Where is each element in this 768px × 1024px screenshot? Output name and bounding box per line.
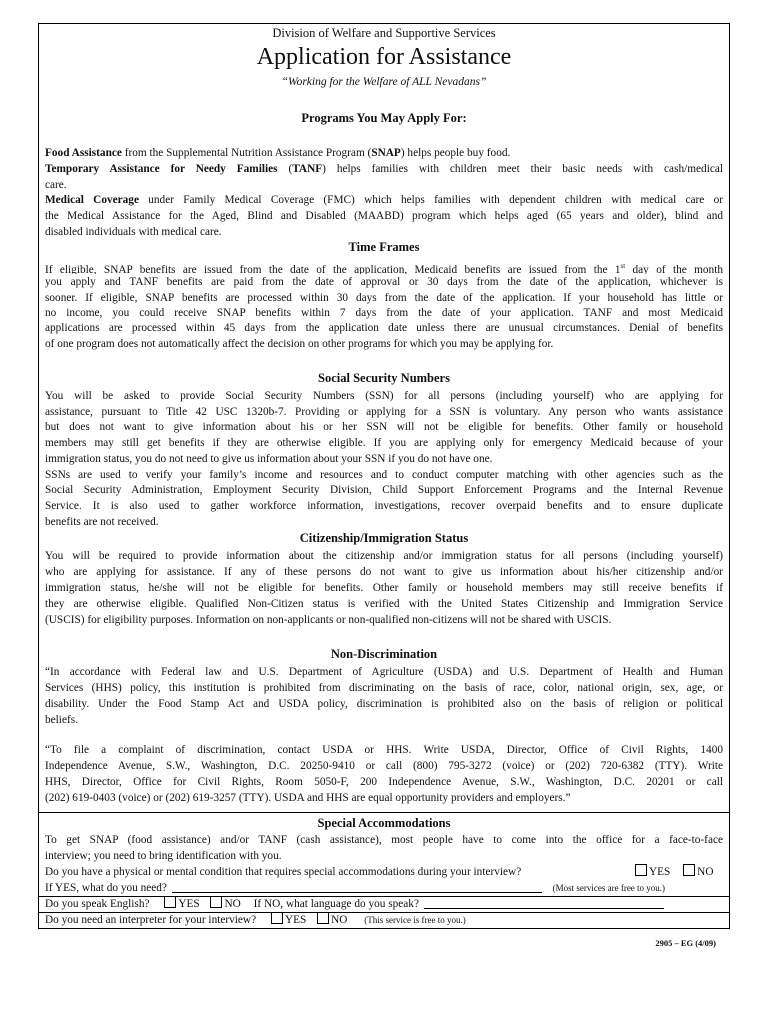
- special-accommodations-heading: Special Accommodations: [317, 816, 451, 830]
- citizenship-heading: Citizenship/Immigration Status: [299, 531, 469, 545]
- time-frames-text: If eligible, SNAP benefits are issued from the date of the application, Medicaid benefits are issued from the 1: [45, 264, 621, 274]
- interpreter-yes-checkbox[interactable]: [271, 912, 283, 924]
- medical-coverage-text: under Family Medical Coverage (FMC) which helps families with dependent children with medical care or: [138, 194, 723, 206]
- tanf-text: ) helps families with children meet their basic needs with cash/medical: [322, 163, 723, 175]
- language-field[interactable]: [424, 896, 664, 909]
- time-frames-text: day of the month: [625, 264, 723, 274]
- tanf-label: TANF: [292, 163, 323, 175]
- complaint-line: “To file a complaint of discrimination, contact USDA or HHS. Write USDA, Director, Office of Civil Rights, 1400: [45, 744, 723, 756]
- time-frames-line: you apply and TANF benefits are paid from the date of approval or 30 days from the date of the application, whichever is: [45, 276, 723, 288]
- accommodation-no-checkbox[interactable]: [683, 864, 695, 876]
- ssn-heading: Social Security Numbers: [318, 371, 450, 385]
- nondiscrimination-line: beliefs.: [45, 714, 78, 726]
- nondiscrimination-heading: Non-Discrimination: [330, 647, 438, 661]
- section-divider: [38, 812, 730, 813]
- row-divider: [38, 912, 730, 913]
- accommodation-yes-checkbox[interactable]: [635, 864, 647, 876]
- form-number: 2905 – EG (4/09): [655, 938, 716, 948]
- food-assistance-text: from the Supplemental Nutrition Assistance Program (: [121, 147, 372, 159]
- program-food-assistance: [45, 145, 723, 161]
- interpreter-question: [45, 912, 723, 928]
- time-frames-line: [45, 258, 723, 274]
- no-label: NO: [224, 898, 241, 910]
- tanf-text-end: care.: [45, 179, 67, 191]
- motto: “Working for the Welfare of ALL Nevadans”: [281, 76, 487, 88]
- interpreter-note: (This service is free to you.): [364, 915, 466, 925]
- division-name: Division of Welfare and Supportive Services: [272, 26, 496, 40]
- yes-label: YES: [178, 898, 200, 910]
- page-title: Application for Assistance: [256, 44, 512, 70]
- nondiscrimination-line: Services (HHS) policy, this institution is prohibited from discriminating on the basis of race, color, national origin, sex, age, or: [45, 682, 723, 694]
- citizenship-line: they are otherwise eligible. Qualified Non-Citizen status is verified with the United States Citizenship and Immigration Service: [45, 598, 723, 610]
- food-assistance-text-end: ) helps people buy food.: [400, 147, 511, 159]
- medical-coverage-label: Medical Coverage: [45, 194, 139, 206]
- ssn-line: SSNs are used to verify your family’s income and resources and to conduct computer matching with other agencies such as the: [45, 469, 723, 481]
- tanf-open: (: [277, 163, 293, 175]
- yes-label: YES: [284, 914, 307, 926]
- english-question-text: Do you speak English?: [45, 898, 150, 910]
- accommodation-options: [635, 864, 714, 880]
- interpreter-question-text: Do you need an interpreter for your interview?: [45, 914, 257, 926]
- row-divider: [38, 896, 730, 897]
- time-frames-line: applications are processed within 45 days from the application date unless there are unusual circumstances. Denial of benefits: [45, 322, 723, 334]
- english-question: [45, 896, 723, 912]
- time-frames-line: of one program does not automatically affect the decision on other programs for which you may be applying for.: [45, 338, 554, 350]
- food-assistance-label: Food Assistance: [45, 147, 122, 159]
- time-frames-line: no income, you could receive SNAP benefits within 7 days from the date of your application. TANF and most Medicaid: [45, 307, 723, 319]
- accommodation-need-row: [45, 880, 723, 896]
- tanf-program-label: Temporary Assistance for Needy Families: [45, 163, 278, 175]
- citizenship-line: (USCIS) for eligibility purposes. Information on non-applicants or non-qualified non-citizens will not be shared with USCIS.: [45, 614, 612, 626]
- accommodation-need-note: (Most services are free to you.): [552, 883, 666, 893]
- citizenship-line: immigration status, he/she will not be eligible for benefits. Other family or household members may still receive benefits if: [45, 582, 723, 594]
- citizenship-line: who are applying for assistance. If any of these persons do not want to give us information about his/her citizenship and/or: [45, 566, 723, 578]
- medical-coverage-line: disabled individuals with medical care.: [45, 226, 222, 238]
- program-tanf: [45, 161, 723, 177]
- ssn-line: immigration status, you do not need to give us information about your SSN if you do not have one.: [45, 453, 493, 465]
- accommodation-question-text: Do you have a physical or mental condition that requires special accommodations during your interview?: [45, 866, 522, 878]
- english-no-checkbox[interactable]: [210, 896, 222, 908]
- snap-label: SNAP: [371, 147, 401, 159]
- superscript-st: st: [620, 262, 626, 270]
- yes-label: YES: [649, 866, 671, 878]
- no-label: NO: [697, 866, 714, 878]
- ssn-line: assistance, pursuant to Title 42 USC 1320b-7. Providing or applying for a SSN is voluntary. Any person who wants assistance: [45, 406, 723, 418]
- citizenship-line: You will be required to provide information about the citizenship and/or immigration status for all persons (including yourself): [45, 550, 723, 562]
- special-intro: To get SNAP (food assistance) and/or TANF (cash assistance), most people have to come into the office for a face-to-face: [45, 834, 723, 846]
- program-medical-coverage: [45, 192, 723, 208]
- ssn-line: You will be asked to provide Social Security Numbers (SSN) for all persons (including yourself) who are applying for: [45, 390, 723, 402]
- medical-coverage-line: the Medical Assistance for the Aged, Blind and Disabled (MAABD) program which helps aged (65 years and older), blind and: [45, 210, 723, 222]
- english-yes-checkbox[interactable]: [164, 896, 176, 908]
- ssn-line: but does not want to give information about his or her SSN will not be eligible for benefits. Other family or household: [45, 421, 723, 433]
- complaint-line: (202) 619-0403 (voice) or (202) 619-3257 (TTY). USDA and HHS are equal opportunity providers and employers.”: [45, 792, 571, 804]
- accommodation-question: [45, 864, 723, 880]
- ssn-line: members may still get benefits if they are otherwise eligible. If you are applying only for emergency Medicaid because of your: [45, 437, 723, 449]
- accommodation-need-field[interactable]: [172, 880, 542, 893]
- ssn-line: benefits are not received.: [45, 516, 159, 528]
- ssn-line: Social Security Administration, Employment Security Division, Child Support Enforcement Programs and the Internal Revenue: [45, 484, 723, 496]
- language-question-text: If NO, what language do you speak?: [253, 898, 419, 910]
- time-frames-line: sooner. If eligible, SNAP benefits are processed within 30 days from the date of the application. If your household has little or: [45, 292, 723, 304]
- accommodation-need-label: If YES, what do you need?: [45, 882, 167, 894]
- ssn-line: Service. It is also used to gather workforce information, investigations, recover overpaid benefits and to ensure duplicate: [45, 500, 723, 512]
- interpreter-no-checkbox[interactable]: [317, 912, 329, 924]
- complaint-line: HHS, Director, Office for Civil Rights, Room 5050-F, 200 Independence Avenue, S.W., Washington, D.C. 20201 or call: [45, 776, 723, 788]
- special-intro: interview; you need to bring identification with you.: [45, 850, 282, 862]
- no-label: NO: [331, 914, 348, 926]
- nondiscrimination-line: “In accordance with Federal law and U.S. Department of Agriculture (USDA) and U.S. Department of Health and Human: [45, 666, 723, 678]
- programs-heading: Programs You May Apply For:: [301, 111, 467, 125]
- time-frames-heading: Time Frames: [348, 240, 420, 254]
- nondiscrimination-line: disability. Under the Food Stamp Act and USDA policy, discrimination is prohibited also on the basis of religion or political: [45, 698, 723, 710]
- complaint-line: Independence Avenue, S.W., Washington, D.C. 20250-9410 or call (800) 795-3272 (voice) or (202) 720-6382 (TTY). Write: [45, 760, 723, 772]
